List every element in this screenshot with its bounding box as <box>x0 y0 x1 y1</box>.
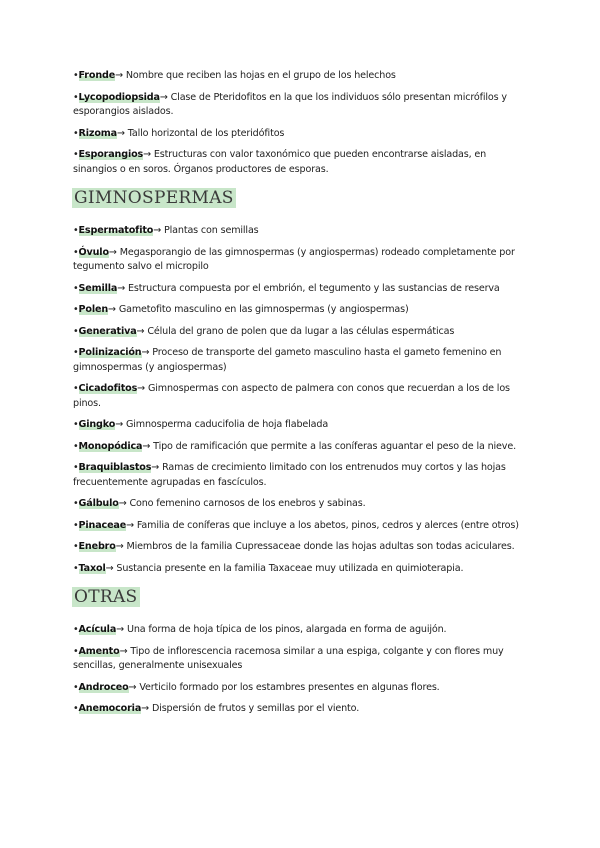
arrow-icon: → <box>141 703 150 714</box>
glossary-definition: Megasporangio de las gimnospermas (y angiospermas) rodeado completamente por tegumento salvo el micropilo <box>73 246 515 272</box>
glossary-entry-ovulo <box>73 246 524 275</box>
section-heading: GIMNOSPERMAS <box>74 188 234 208</box>
arrow-icon: → <box>108 304 116 315</box>
glossary-entry-anemocoria <box>73 702 524 717</box>
glossary-definition: Tipo de inflorescencia racemosa similar a una espiga, colgante y con flores muy sencillas, generalmente unisexuales <box>73 645 504 671</box>
glossary-definition: Verticilo formado por los estambres presentes en algunas flores. <box>139 681 440 693</box>
glossary-entry-generativa <box>73 325 524 340</box>
bullet: • <box>73 519 79 531</box>
glossary-term: Taxol <box>78 562 106 574</box>
glossary-entry-enebro <box>73 540 524 555</box>
bullet: • <box>73 304 79 315</box>
arrow-icon: → <box>141 347 150 358</box>
glossary-definition: Célula del grano de polen que da lugar a las células espermáticas <box>147 325 455 337</box>
bullet: • <box>73 703 79 714</box>
glossary-term: Acícula <box>78 624 117 635</box>
glossary-term: Cicadofitos <box>78 383 138 394</box>
bullet: • <box>73 462 79 473</box>
glossary-entry-fronde <box>73 69 524 84</box>
arrow-icon: → <box>137 383 146 394</box>
bullet: • <box>73 347 79 358</box>
glossary-term: Anemocoria <box>78 703 142 714</box>
bullet: • <box>73 127 79 139</box>
glossary-definition: Una forma de hoja típica de los pinos, alargada en forma de aguijón. <box>126 624 447 635</box>
arrow-icon: → <box>115 419 124 430</box>
glossary-entry-polen <box>73 303 524 318</box>
arrow-icon: → <box>116 624 125 635</box>
arrow-icon: → <box>119 645 128 657</box>
bullet: • <box>73 440 79 452</box>
glossary-term: Pinaceae <box>78 519 127 531</box>
glossary-entry-acicula <box>73 623 524 638</box>
arrow-icon: → <box>115 70 123 81</box>
glossary-definition: Familia de coníferas que incluye a los abetos, pinos, cedros y alerces (entre otros) <box>136 519 519 531</box>
glossary-definition: Gimnospermas con aspecto de palmera con conos que recuerdan a los de los pinos. <box>73 383 510 409</box>
glossary-term: Rizoma <box>78 127 117 139</box>
arrow-icon: → <box>143 149 151 160</box>
bullet: • <box>73 325 79 337</box>
glossary-definition: Clase de Pteridofitos en la que los individuos sólo presentan micrófilos y esporangios aislados. <box>73 91 507 117</box>
section-gimnospermas <box>73 188 524 576</box>
arrow-icon: → <box>136 325 145 337</box>
glossary-term: Polinización <box>78 347 142 358</box>
glossary-term: Braquiblastos <box>78 462 152 473</box>
bullet: • <box>73 681 79 693</box>
bullet: • <box>73 246 79 258</box>
bullet: • <box>73 383 79 394</box>
glossary-definition: Sustancia presente en la familia Taxaceae muy utilizada en quimioterapia. <box>116 562 464 574</box>
glossary-definition: Dispersión de frutos y semillas por el viento. <box>151 703 360 714</box>
glossary-entry-monopodica <box>73 440 524 455</box>
glossary-term: Gálbulo <box>78 498 119 509</box>
glossary-term: Gingko <box>78 419 116 430</box>
arrow-icon: → <box>116 127 125 139</box>
glossary-entry-polinizacion <box>73 346 524 375</box>
arrow-icon: → <box>108 246 117 258</box>
glossary-definition: Ramas de crecimiento limitado con los entrenudos muy cortos y las hojas frecuentemente agrupadas en fascículos. <box>73 462 506 488</box>
glossary-entry-gingko <box>73 418 524 433</box>
glossary-term: Polen <box>78 304 109 315</box>
arrow-icon: → <box>115 541 124 552</box>
glossary-term: Amento <box>78 645 120 657</box>
glossary-definition: Gimnosperma caducifolia de hoja flabelada <box>126 419 329 430</box>
arrow-icon: → <box>117 282 126 294</box>
section-otras <box>73 587 524 717</box>
glossary-entry-semilla <box>73 282 524 297</box>
arrow-icon: → <box>153 225 162 236</box>
glossary-term: Esporangios <box>78 149 144 160</box>
glossary-entry-galbulo <box>73 497 524 512</box>
glossary-entry-rizoma <box>73 127 524 142</box>
glossary-definition: Proceso de transporte del gameto masculino hasta el gameto femenino en gimnospermas (y angiospermas) <box>73 347 502 373</box>
arrow-icon: → <box>159 91 168 103</box>
glossary-term: Semilla <box>78 282 118 294</box>
glossary-entry-espermatofito <box>73 224 524 239</box>
glossary-entry-cicadofitos <box>73 382 524 411</box>
glossary-term: Generativa <box>78 325 137 337</box>
arrow-icon: → <box>151 462 160 473</box>
glossary-entry-lycopodiopsida <box>73 91 524 120</box>
glossary-entry-braquiblastos <box>73 461 524 490</box>
bullet: • <box>73 541 79 552</box>
glossary-definition: Estructuras con valor taxonómico que pueden encontrarse aisladas, en sinangios o en soros. Órganos productores de esporas. <box>73 149 487 175</box>
glossary-entry-esporangios <box>73 148 524 177</box>
bullet: • <box>73 225 79 236</box>
bullet: • <box>73 419 79 430</box>
glossary-entry-taxol <box>73 562 524 577</box>
glossary-entry-pinaceae <box>73 519 524 534</box>
arrow-icon: → <box>126 519 135 531</box>
glossary-entry-amento <box>73 645 524 674</box>
arrow-icon: → <box>118 498 127 509</box>
bullet: • <box>73 624 79 635</box>
glossary-definition: Gametofito masculino en las gimnospermas (y angiospermas) <box>118 304 409 315</box>
glossary-definition: Estructura compuesta por el embrión, el tegumento y las sustancias de reserva <box>128 282 500 294</box>
bullet: • <box>73 70 79 81</box>
section-intro <box>73 69 524 177</box>
glossary-definition: Nombre que reciben las hojas en el grupo de los helechos <box>125 70 396 81</box>
bullet: • <box>73 498 79 509</box>
bullet: • <box>73 91 79 103</box>
glossary-term: Enebro <box>78 541 116 552</box>
section-heading: OTRAS <box>74 587 138 607</box>
glossary-term: Androceo <box>78 681 129 693</box>
glossary-term: Óvulo <box>78 246 109 258</box>
bullet: • <box>73 562 79 574</box>
glossary-definition: Tipo de ramificación que permite a las coníferas aguantar el peso de la nieve. <box>153 440 516 452</box>
arrow-icon: → <box>142 440 151 452</box>
glossary-definition: Cono femenino carnosos de los enebros y sabinas. <box>129 498 366 509</box>
bullet: • <box>73 149 79 160</box>
glossary-definition: Tallo horizontal de los pteridófitos <box>127 127 285 139</box>
glossary-term: Espermatofito <box>78 225 154 236</box>
glossary-definition: Plantas con semillas <box>164 225 259 236</box>
glossary-definition: Miembros de la familia Cupressaceae donde las hojas adultas son todas aciculares. <box>126 541 515 552</box>
section-heading-wrap <box>72 587 524 607</box>
glossary-term: Monopódica <box>78 440 143 452</box>
bullet: • <box>73 282 79 294</box>
section-heading-wrap <box>72 188 524 208</box>
arrow-icon: → <box>105 562 114 574</box>
glossary-entry-androceo <box>73 681 524 696</box>
arrow-icon: → <box>128 681 137 693</box>
glossary-term: Fronde <box>78 70 116 81</box>
bullet: • <box>73 645 79 657</box>
glossary-term: Lycopodiopsida <box>78 91 160 103</box>
